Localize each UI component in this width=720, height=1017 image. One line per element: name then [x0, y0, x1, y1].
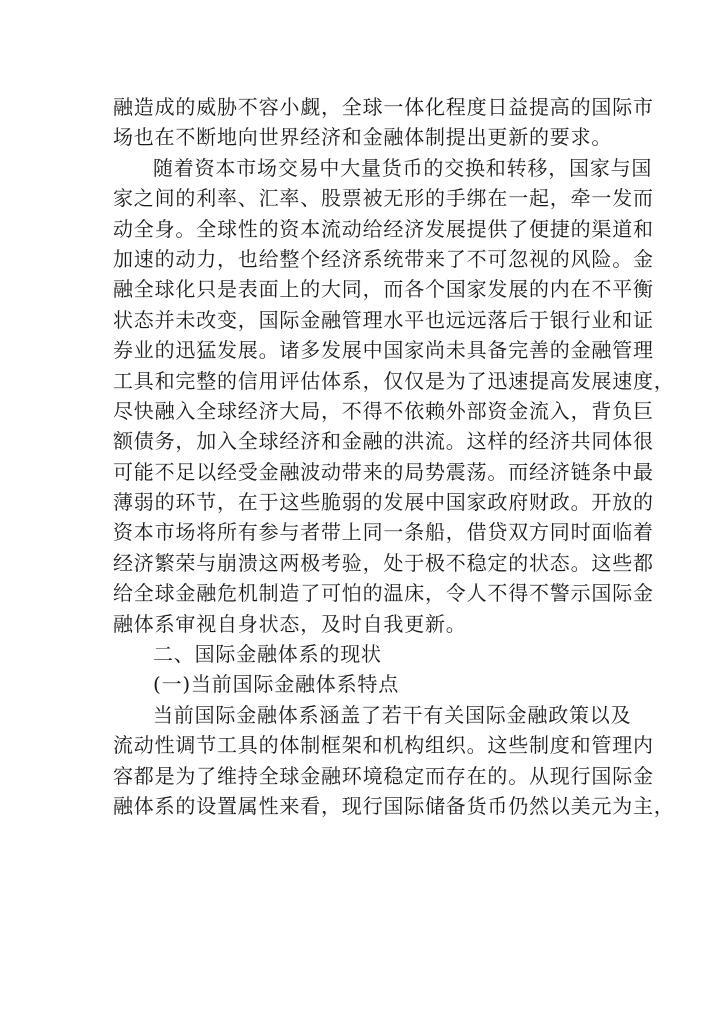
text-line: 随着资本市场交易中大量货币的交换和转移，国家与国 [153, 155, 653, 180]
text-line: 工具和完整的信用评估体系，仅仅是为了迅速提高发展速度， [113, 368, 675, 393]
text-line: 家之间的利率、汇率、股票被无形的手绑在一起，牵一发而 [113, 186, 654, 211]
text-line: 场也在不断地向世界经济和金融体制提出更新的要求。 [113, 125, 613, 150]
text-line: 可能不足以经受金融波动带来的局势震荡。而经济链条中最 [113, 459, 654, 484]
text-line: 融造成的威胁不容小觑，全球一体化程度日益提高的国际市 [113, 95, 654, 119]
text-line: 流动性调节工具的体制框架和机构组织。这些制度和管理内 [113, 733, 654, 758]
text-line: 状态并未改变，国际金融管理水平也远远落后于银行业和证 [113, 307, 654, 332]
text-line: 资本市场将所有参与者带上同一条船，借贷双方同时面临着 [113, 520, 654, 545]
text-line: 加速的动力，也给整个经济系统带来了不可忽视的风险。金 [113, 246, 654, 271]
text-line: 融体系审视自身状态，及时自我更新。 [113, 611, 467, 636]
text-line: 当前国际金融体系涵盖了若干有关国际金融政策以及 [153, 702, 632, 727]
text-line: 二、国际金融体系的现状 [153, 642, 382, 667]
text-line: 尽快融入全球经济大局，不得不依赖外部资金流入，背负巨 [113, 398, 654, 423]
text-line: (一)当前国际金融体系特点 [153, 672, 400, 697]
text-line: 薄弱的环节，在于这些脆弱的发展中国家政府财政。开放的 [113, 490, 654, 515]
text-line: 给全球金融危机制造了可怕的温床，令人不得不警示国际金 [113, 581, 654, 606]
text-line: 融体系的设置属性来看，现行国际储备货币仍然以美元为主， [113, 793, 675, 818]
text-line: 动全身。全球性的资本流动给经济发展提供了便捷的渠道和 [113, 216, 654, 241]
body-text [113, 92, 675, 821]
text-line: 经济繁荣与崩溃这两极考验，处于极不稳定的状态。这些都 [113, 550, 654, 575]
text-line: 容都是为了维持全球金融环境稳定而存在的。从现行国际金 [113, 763, 654, 788]
text-line: 额债务，加入全球经济和金融的洪流。这样的经济共同体很 [113, 429, 654, 454]
text-line: 融全球化只是表面上的大同，而各个国家发展的内在不平衡 [113, 277, 654, 302]
text-line: 券业的迅猛发展。诸多发展中国家尚未具备完善的金融管理 [113, 338, 654, 363]
